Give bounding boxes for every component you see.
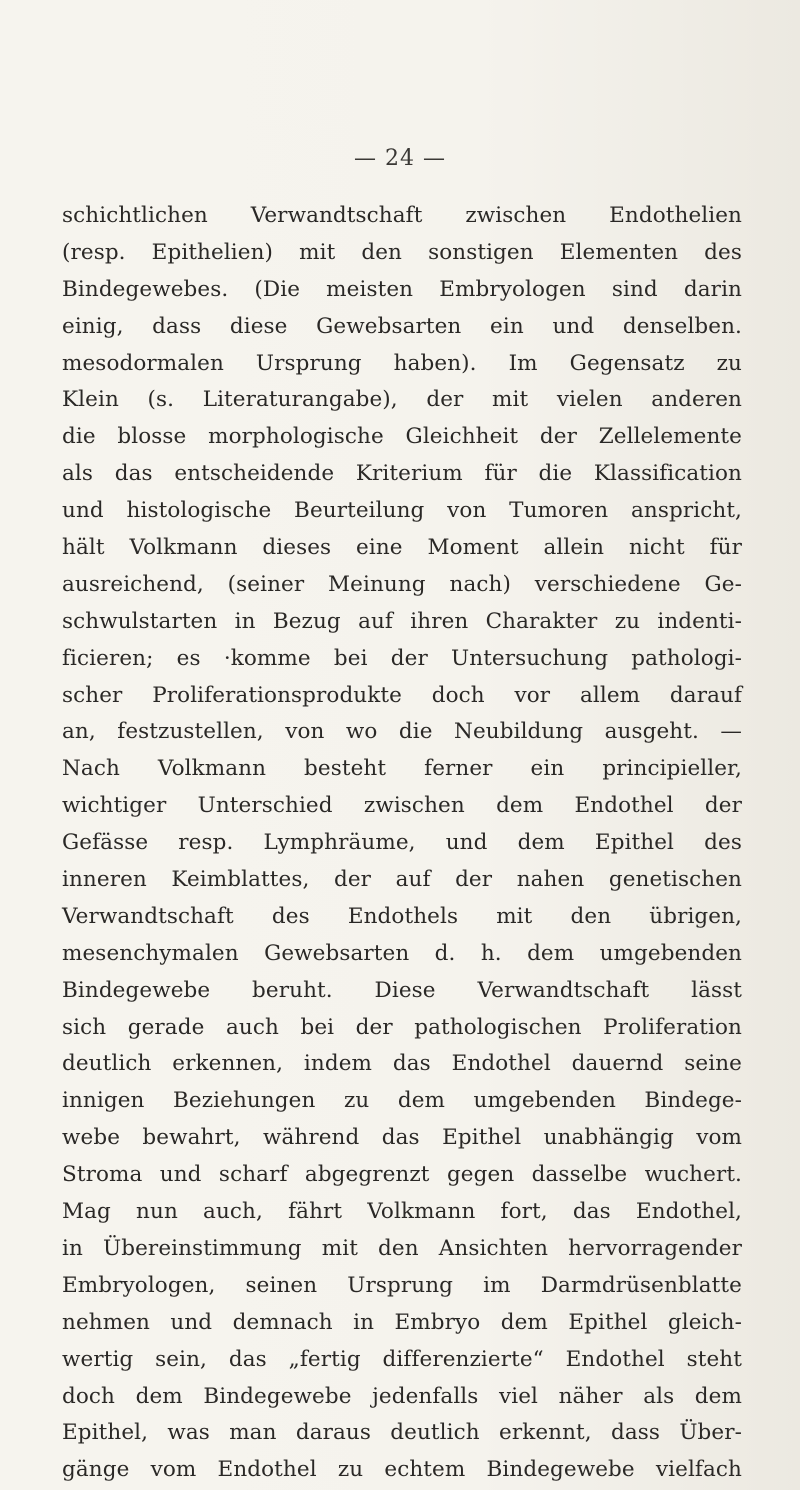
text-line: Bindegewebe beruht. Diese Verwandtschaft lässt — [62, 977, 742, 1003]
text-line: mesodormalen Ursprung haben). Im Gegensatz zu — [62, 350, 742, 376]
text-line: Mag nun auch, fährt Volkmann fort, das Endothel, — [62, 1199, 742, 1225]
text-line: sich gerade auch bei der pathologischen Proliferation — [62, 1014, 742, 1040]
text-line: mesenchymalen Gewebsarten d. h. dem umgebenden — [62, 940, 742, 966]
text-line: an, festzustellen, von wo die Neubildung ausgeht. — — [62, 719, 742, 745]
text-line: Bindegewebes. (Die meisten Embryologen sind darin — [62, 276, 742, 302]
text-line: (resp. Epithelien) mit den sonstigen Elementen des — [62, 239, 742, 265]
text-line: wertig sein, das „fertig differenzierte“ Endothel steht — [62, 1346, 742, 1372]
text-line: Verwandtschaft des Endothels mit den übrigen, — [62, 903, 742, 929]
text-line: schwulstarten in Bezug auf ihren Charakter zu indenti- — [62, 608, 742, 634]
text-line: webe bewahrt, während das Epithel unabhängig vom — [62, 1125, 742, 1151]
body-text — [62, 198, 742, 1489]
text-line: Epithel, was man daraus deutlich erkennt, dass Über- — [62, 1420, 742, 1446]
text-line: Gefässe resp. Lymphräume, und dem Epithel des — [62, 830, 742, 856]
text-line: als das entscheidende Kriterium für die Klassification — [62, 461, 742, 487]
text-line: die blosse morphologische Gleichheit der Zellelemente — [62, 424, 742, 450]
text-line: Embryologen, seinen Ursprung im Darmdrüsenblatte — [62, 1272, 742, 1298]
text-line: und histologische Beurteilung von Tumoren anspricht, — [62, 498, 742, 524]
text-line: Klein (s. Literaturangabe), der mit vielen anderen — [62, 387, 742, 413]
page-number-header: — 24 — — [354, 146, 446, 171]
text-line: doch dem Bindegewebe jedenfalls viel näher als dem — [62, 1383, 742, 1409]
text-line: deutlich erkennen, indem das Endothel dauernd seine — [62, 1051, 742, 1077]
text-line: einig, dass diese Gewebsarten ein und denselben. — [62, 313, 742, 339]
text-line: scher Proliferationsprodukte doch vor allem darauf — [62, 682, 742, 708]
text-line: inneren Keimblattes, der auf der nahen genetischen — [62, 867, 742, 893]
text-line: Stroma und scharf abgegrenzt gegen dasselbe wuchert. — [62, 1162, 742, 1188]
text-line: innigen Beziehungen zu dem umgebenden Bindege- — [62, 1088, 742, 1114]
text-line: ficieren; es ·komme bei der Untersuchung pathologi- — [62, 645, 742, 671]
text-line: Nach Volkmann besteht ferner ein principieller, — [62, 756, 742, 782]
text-line: in Übereinstimmung mit den Ansichten hervorragender — [62, 1235, 742, 1261]
text-line: schichtlichen Verwandtschaft zwischen Endothelien — [62, 203, 742, 228]
text-line: wichtiger Unterschied zwischen dem Endothel der — [62, 793, 742, 819]
text-line: nehmen und demnach in Embryo dem Epithel gleich- — [62, 1309, 742, 1335]
text-line: hält Volkmann dieses eine Moment allein nicht für — [62, 535, 742, 561]
text-line: ausreichend, (seiner Meinung nach) verschiedene Ge- — [62, 571, 742, 597]
text-line: gänge vom Endothel zu echtem Bindegewebe vielfach — [62, 1457, 742, 1483]
